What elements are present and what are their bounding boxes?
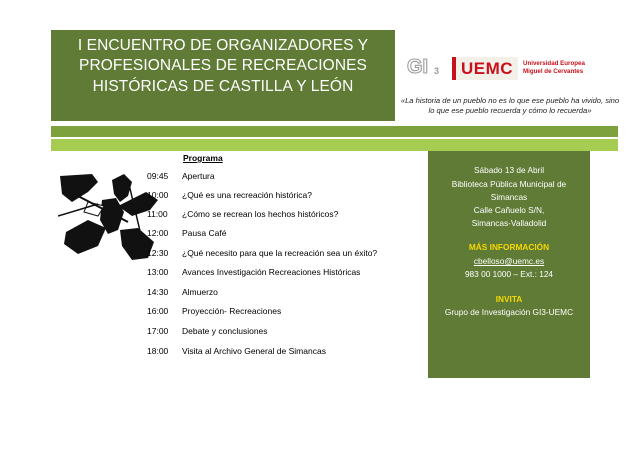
program-row	[147, 267, 360, 277]
decorative-band-dark	[51, 126, 618, 137]
program-time: 17:00	[147, 326, 169, 336]
program-activity: Apertura	[182, 171, 215, 181]
quote	[400, 96, 620, 115]
venue-city: Simancas-Valladolid	[471, 218, 547, 228]
uemc-logo-text: UEMC	[460, 59, 514, 78]
program-time: 09:45	[147, 171, 169, 181]
title-line-2: PROFESIONALES DE RECREACIONES	[79, 57, 367, 74]
reenactor-illustration	[58, 172, 160, 262]
program-time: 12:30	[147, 248, 169, 258]
contact-phone: 983 00 1000 – Ext.: 124	[464, 269, 554, 279]
uemc-logo	[452, 57, 518, 80]
program-heading: Programa	[183, 153, 223, 163]
university-name	[523, 60, 603, 75]
svg-text:3: 3	[434, 66, 440, 76]
program-row	[147, 190, 312, 200]
gi3-logo	[405, 52, 445, 80]
program-row	[147, 209, 338, 219]
program-activity: Avances Investigación Recreaciones Históricas	[182, 267, 361, 277]
program-activity: Pausa Café	[182, 228, 227, 238]
program-activity: ¿Qué necesito para que la recreación sea un éxito?	[182, 248, 378, 258]
program-activity: Almuerzo	[182, 287, 218, 297]
title-line-1: I ENCUENTRO DE ORGANIZADORES Y	[77, 37, 369, 54]
invite-heading: INVITA	[495, 294, 523, 304]
program-time: 11:00	[147, 209, 168, 219]
svg-text:GI: GI	[407, 56, 429, 78]
more-info-heading: MÁS INFORMACIÓN	[468, 242, 550, 252]
event-info-box	[428, 151, 590, 378]
program-activity: Visita al Archivo General de Simancas	[182, 346, 326, 356]
program-row	[147, 287, 218, 297]
contact-email-link[interactable]: cbelloso@uemc.es	[473, 256, 545, 266]
program-row	[147, 346, 326, 356]
quote-line-2: lo que ese pueblo recuerda y cómo lo recuerda»	[428, 105, 592, 115]
venue-line-2: Simancas	[490, 192, 528, 202]
title-banner	[51, 30, 395, 121]
program-row	[147, 306, 281, 316]
program-time: 13:00	[147, 267, 169, 277]
program-time: 16:00	[147, 306, 169, 316]
venue-street: Calle Cañuelo S/N,	[473, 205, 545, 215]
program-time: 10:00	[147, 190, 169, 200]
venue-line-1: Biblioteca Pública Municipal de	[451, 179, 567, 189]
decorative-band-light	[51, 139, 618, 151]
university-name-line-2: Miguel de Cervantes	[523, 67, 584, 75]
program-time: 14:30	[147, 287, 169, 297]
program-activity: ¿Qué es una recreación histórica?	[182, 190, 312, 200]
program-row	[147, 228, 226, 238]
program-row	[147, 171, 215, 181]
program-time: 18:00	[147, 346, 169, 356]
program-activity: Proyección- Recreaciones	[182, 306, 282, 316]
program-time: 12:00	[147, 228, 169, 238]
program-activity: Debate y conclusiones	[182, 326, 268, 336]
quote-line-1: «La historia de un pueblo no es lo que ese pueblo ha vivido, sino	[400, 96, 620, 105]
program-row	[147, 326, 268, 336]
program-activity: ¿Cómo se recrean los hechos históricos?	[182, 209, 339, 219]
event-date: Sábado 13 de Abril	[473, 165, 545, 175]
title-line-3: HISTÓRICAS DE CASTILLA Y LEÓN	[92, 78, 354, 95]
program-row	[147, 248, 377, 258]
invite-organization: Grupo de Investigación GI3-UEMC	[444, 307, 574, 317]
university-name-line-1: Universidad Europea	[523, 60, 585, 67]
